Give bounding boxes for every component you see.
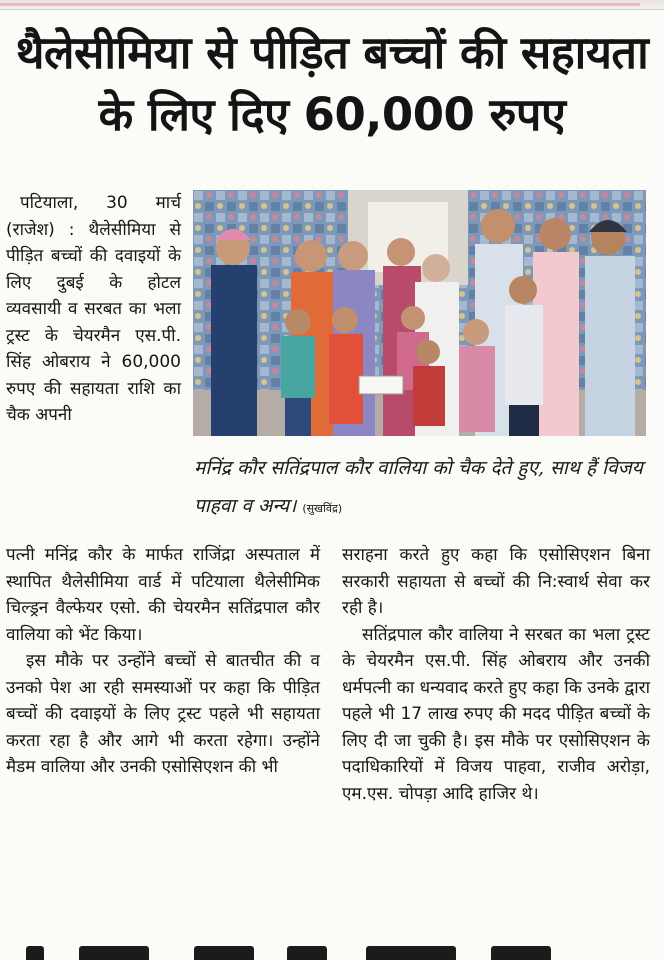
news-headline bbox=[0, 22, 664, 146]
photo-credit: (सुखविंद्र) bbox=[302, 502, 343, 515]
left-paragraph-2: इस मौके पर उन्होंने बच्चों से बातचीत की व उनको पेश आ रही समस्याओं पर कहा कि पीड़ित बच्चों की दवाइयों के लिए ट्रस्ट पहले भी सहायता करता रहा है और आगे भी करता रहेगा। उन्होंने मैडम वालिया और उनकी एसोसिएशन की भी bbox=[6, 651, 320, 777]
headline-line-2: के लिए दिए 60,000 रुपए bbox=[98, 88, 566, 141]
right-paragraph-1: सराहना करते हुए कहा कि एसोसिएशन बिना सरकारी सहायता से बच्चों की नि:स्वार्थ सेवा कर रही है। bbox=[342, 545, 650, 618]
caption-text: मनिंद्र कौर सतिंद्रपाल कौर वालिया को चैक देते हुए, साथ हैं विजय पाहवा व अन्य। bbox=[194, 457, 643, 517]
right-paragraph-2: सतिंद्रपाल कौर वालिया ने सरबत का भला ट्रस्ट के चेयरमैन एस.पी. सिंह ओबराय और उनकी धर्मपत्नी का धन्यवाद करते हुए कहा कि उनके द्वारा पहले भी 17 लाख रुपए की मदद पीड़ित बच्चों के लिए दी जा चुकी है। इस मौके पर एसोसिएशन के पदाधिकारियों में विजय पाहवा, राजीव अरोड़ा, एम.एस. चोपड़ा आदि हाजिर थे। bbox=[342, 624, 650, 804]
intro-column bbox=[6, 190, 181, 429]
intro-paragraph: पटियाला, 30 मार्च (राजेश) : थैलेसीमिया से पीड़ित बच्चों की दवाइयों के लिए दुबई के होटल व्यवसायी व सरबत का भला ट्रस्ट के चेयरमैन एस.पी. सिंह ओबराय ने 60,000 रुपए की सहायता राशि का चैक अपनी bbox=[6, 193, 181, 425]
next-headline-cutoff bbox=[0, 938, 664, 960]
page-top-strip bbox=[0, 0, 664, 10]
photo-illustration bbox=[193, 190, 646, 436]
body-right-column bbox=[342, 542, 650, 807]
top-accent-line bbox=[0, 3, 640, 6]
news-photo bbox=[193, 190, 646, 436]
left-paragraph-1: पत्नी मनिंद्र कौर के मार्फत राजिंद्रा अस्पताल में स्थापित थैलेसीमिया वार्ड में पटियाला थैलेसीमिक चिल्ड्रन वैल्फेयर एसो. की चेयरमैन सतिंद्रपाल कौर वालिया को भेंट किया। bbox=[6, 545, 320, 645]
headline-line-1: थैलेसीमिया से पीड़ित बच्चों की सहायता bbox=[15, 26, 649, 79]
body-left-column bbox=[6, 542, 320, 781]
photo-caption bbox=[194, 449, 649, 528]
